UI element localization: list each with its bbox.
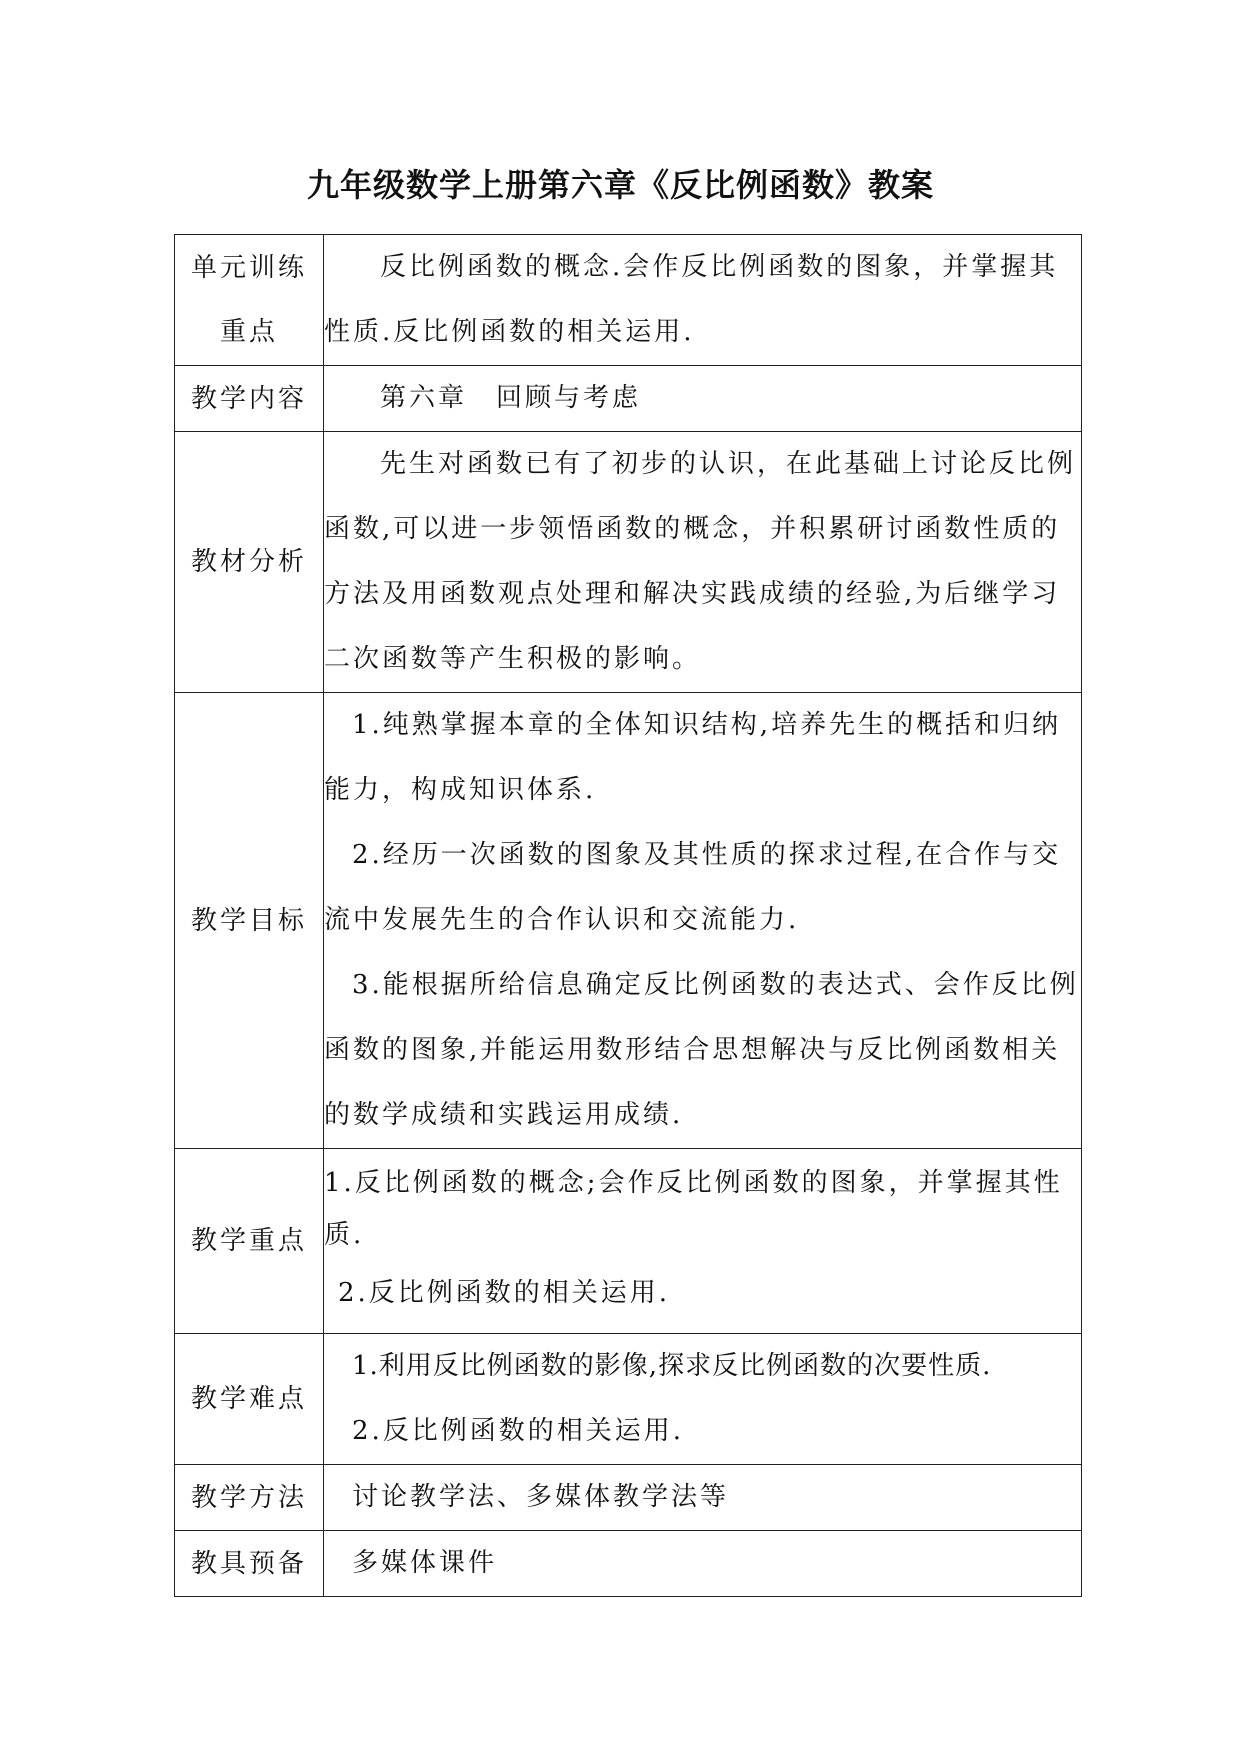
content-teaching-method <box>324 1465 1082 1531</box>
content-teaching-goals <box>324 693 1082 1149</box>
content-teaching-tools <box>324 1531 1082 1597</box>
content-teaching-content <box>324 366 1082 432</box>
label-material-analysis: 教材分析 <box>175 432 324 693</box>
lesson-plan-table <box>174 234 1082 1597</box>
goal-item-1: 1.纯熟掌握本章的全体知识结构,培养先生的概括和归纳能力，构成知识体系. <box>324 710 1062 805</box>
row-material-analysis <box>175 432 1082 693</box>
row-teaching-goals <box>175 693 1082 1149</box>
row-teaching-tools <box>175 1531 1082 1597</box>
label-teaching-content: 教学内容 <box>175 366 324 432</box>
teaching-tools-text: 多媒体课件 <box>352 1548 498 1578</box>
content-unit-focus <box>324 235 1082 366</box>
row-teaching-content <box>175 366 1082 432</box>
label-teaching-goals: 教学目标 <box>175 693 324 1149</box>
goal-item-2: 2.经历一次函数的图象及其性质的探求过程,在合作与交流中发展先生的合作认识和交流能力. <box>324 840 1062 935</box>
label-teaching-keypoints: 教学重点 <box>175 1149 324 1334</box>
label-unit-focus-line2: 重点 <box>219 317 278 347</box>
goal-item-3: 3.能根据所给信息确定反比例函数的表达式、会作反比例函数的图象,并能运用数形结合思想解决与反比例函数相关的数学成绩和实践运用成绩. <box>324 970 1079 1130</box>
label-teaching-difficulties: 教学难点 <box>175 1334 324 1465</box>
difficulty-item-1: 1.利用反比例函数的影像,探求反比例函数的次要性质. <box>352 1351 992 1381</box>
label-teaching-method: 教学方法 <box>175 1465 324 1531</box>
label-teaching-tools: 教具预备 <box>175 1531 324 1597</box>
material-analysis-text: 先生对函数已有了初步的认识，在此基础上讨论反比例函数,可以进一步领悟函数的概念，并积累研讨函数性质的方法及用函数观点处理和解决实践成绩的经验,为后继学习二次函数等产生积极的影响。 <box>324 449 1077 674</box>
row-teaching-difficulties <box>175 1334 1082 1465</box>
teaching-method-text: 讨论教学法、多媒体教学法等 <box>352 1482 730 1512</box>
row-unit-focus <box>175 235 1082 366</box>
row-teaching-keypoints <box>175 1149 1082 1334</box>
row-teaching-method <box>175 1465 1082 1531</box>
label-unit-focus-line1: 单元训练 <box>190 253 307 283</box>
keypoint-item-2: 2.反比例函数的相关运用. <box>338 1277 671 1308</box>
label-unit-focus <box>175 235 324 366</box>
content-material-analysis <box>324 432 1082 693</box>
keypoint-item-1: 1.反比例函数的概念;会作反比例函数的图象，并掌握其性质. <box>324 1167 1063 1250</box>
unit-focus-text: 反比例函数的概念.会作反比例函数的图象，并掌握其性质.反比例函数的相关运用. <box>324 252 1059 347</box>
page-title: 九年级数学上册第六章《反比例函数》教案 <box>306 166 934 204</box>
teaching-content-text: 第六章 回顾与考虑 <box>380 383 642 413</box>
content-teaching-difficulties <box>324 1334 1082 1465</box>
difficulty-item-2: 2.反比例函数的相关运用. <box>352 1416 685 1446</box>
content-teaching-keypoints <box>324 1149 1082 1334</box>
